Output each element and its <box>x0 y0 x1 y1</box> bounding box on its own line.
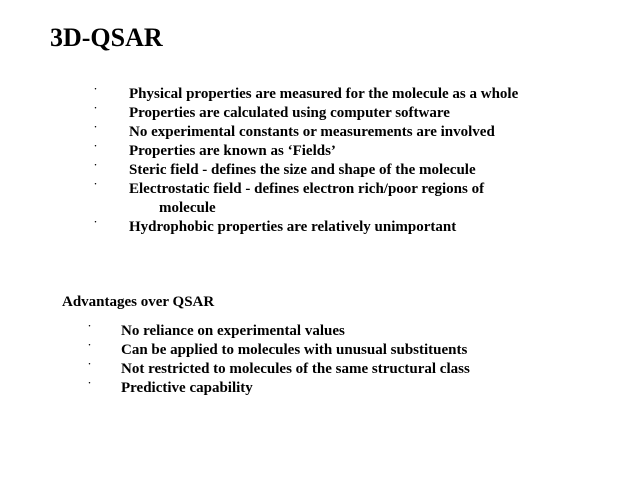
bullet-icon: · <box>94 141 98 151</box>
bullet-icon: · <box>94 122 98 132</box>
list-item <box>94 103 518 123</box>
advantages-heading: Advantages over QSAR <box>62 294 215 310</box>
bullet-icon: · <box>94 179 98 189</box>
list-item-text: Electrostatic field - defines electron rich/poor regions of <box>129 181 485 197</box>
properties-list <box>94 84 519 237</box>
slide-title: 3D-QSAR <box>50 23 163 52</box>
bullet-icon: · <box>88 359 92 369</box>
list-item <box>88 378 470 398</box>
list-item <box>94 217 518 237</box>
list-item-text: Steric field - defines the size and shape of the molecule <box>129 162 476 178</box>
list-item-text: Properties are known as ‘Fields’ <box>129 143 336 159</box>
list-item-text: Not restricted to molecules of the same structural class <box>121 361 470 377</box>
list-item-text: Hydrophobic properties are relatively unimportant <box>129 219 457 235</box>
list-item-text: Can be applied to molecules with unusual substituents <box>121 342 468 358</box>
list-item <box>88 359 470 379</box>
bullet-icon: · <box>94 103 98 113</box>
list-item <box>94 160 518 180</box>
list-item <box>94 179 518 218</box>
list-item-text: No experimental constants or measurements are involved <box>129 124 495 140</box>
bullet-icon: · <box>88 378 92 388</box>
list-item-text: No reliance on experimental values <box>121 323 345 339</box>
bullet-icon: · <box>88 340 92 350</box>
list-item <box>94 141 518 161</box>
list-item <box>88 321 470 341</box>
list-item-text: Physical properties are measured for the molecule as a whole <box>129 86 519 102</box>
list-item <box>94 84 519 104</box>
list-item-continuation: molecule <box>159 200 216 216</box>
advantages-list <box>88 321 470 398</box>
list-item-text: Predictive capability <box>121 380 253 396</box>
list-item-text: Properties are calculated using computer software <box>129 105 450 121</box>
bullet-icon: · <box>88 321 92 331</box>
bullet-icon: · <box>94 217 98 227</box>
list-item <box>88 340 470 360</box>
bullet-icon: · <box>94 84 98 94</box>
list-item <box>94 122 518 142</box>
bullet-icon: · <box>94 160 98 170</box>
